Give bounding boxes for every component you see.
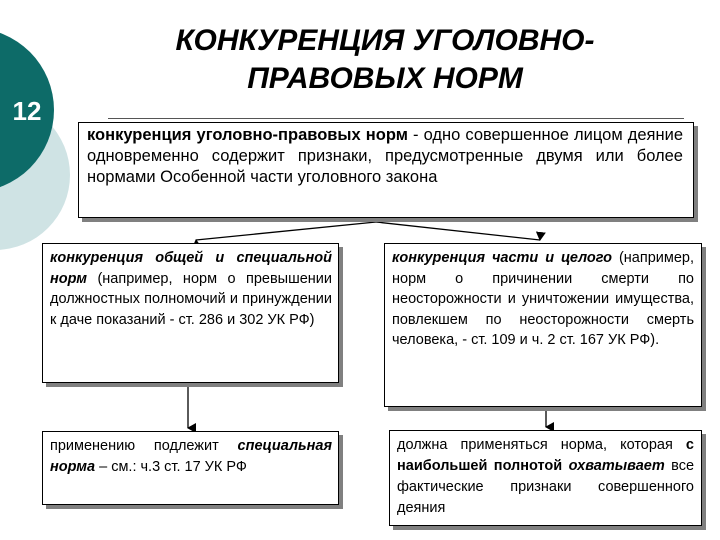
title-divider [108, 118, 684, 119]
complete-rule-bold: с наибольшей полнотой [397, 437, 694, 474]
definition-box [78, 122, 694, 218]
arrow-top-to-left [196, 222, 376, 240]
general-special-box [42, 243, 339, 383]
special-rule-term: специальная норма [50, 438, 332, 475]
slide-number: 12 [12, 96, 42, 126]
complete-rule-text-1: должна применяться норма, которая [397, 437, 686, 453]
definition-term: конкуренция уголовно-правовых норм [87, 126, 408, 144]
part-whole-term: конкуренция части и целого [392, 250, 613, 266]
complete-rule-bold-italic: охватывает [568, 458, 665, 474]
title-line-2: ПРАВОВЫХ НОРМ [247, 62, 523, 95]
title-line-1: КОНКУРЕНЦИЯ УГОЛОВНО- [175, 24, 595, 57]
part-whole-text: (например, норм о причинении смерти по неосторожности и уничтожении имущества, повлекшем по неосторожности смерть человека, - ст. 109 и ч. 2 ст. 167 УК РФ). [392, 250, 695, 348]
general-special-term: конкуренция общей и специальной норм [50, 250, 332, 287]
complete-rule-text-2: все фактические признаки совершенного деяния [397, 458, 695, 516]
part-whole-box [384, 243, 702, 407]
complete-rule-box [389, 430, 702, 526]
definition-text: - одно совершенное лицом деяние одновременно содержит признаки, предусмотренные двумя или более нормами Особенной части уголовного закона [87, 126, 683, 186]
special-rule-text-1: применению подлежит [50, 438, 238, 454]
general-special-text: (например, норм о превышении должностных полномочий и принуждении к даче показаний - ст. 286 и 302 УК РФ) [50, 270, 332, 328]
special-rule-box [42, 431, 339, 505]
slide-title [140, 22, 630, 98]
special-rule-text-2: – см.: ч.3 ст. 17 УК РФ [95, 458, 247, 475]
arrow-top-to-right [376, 222, 540, 240]
